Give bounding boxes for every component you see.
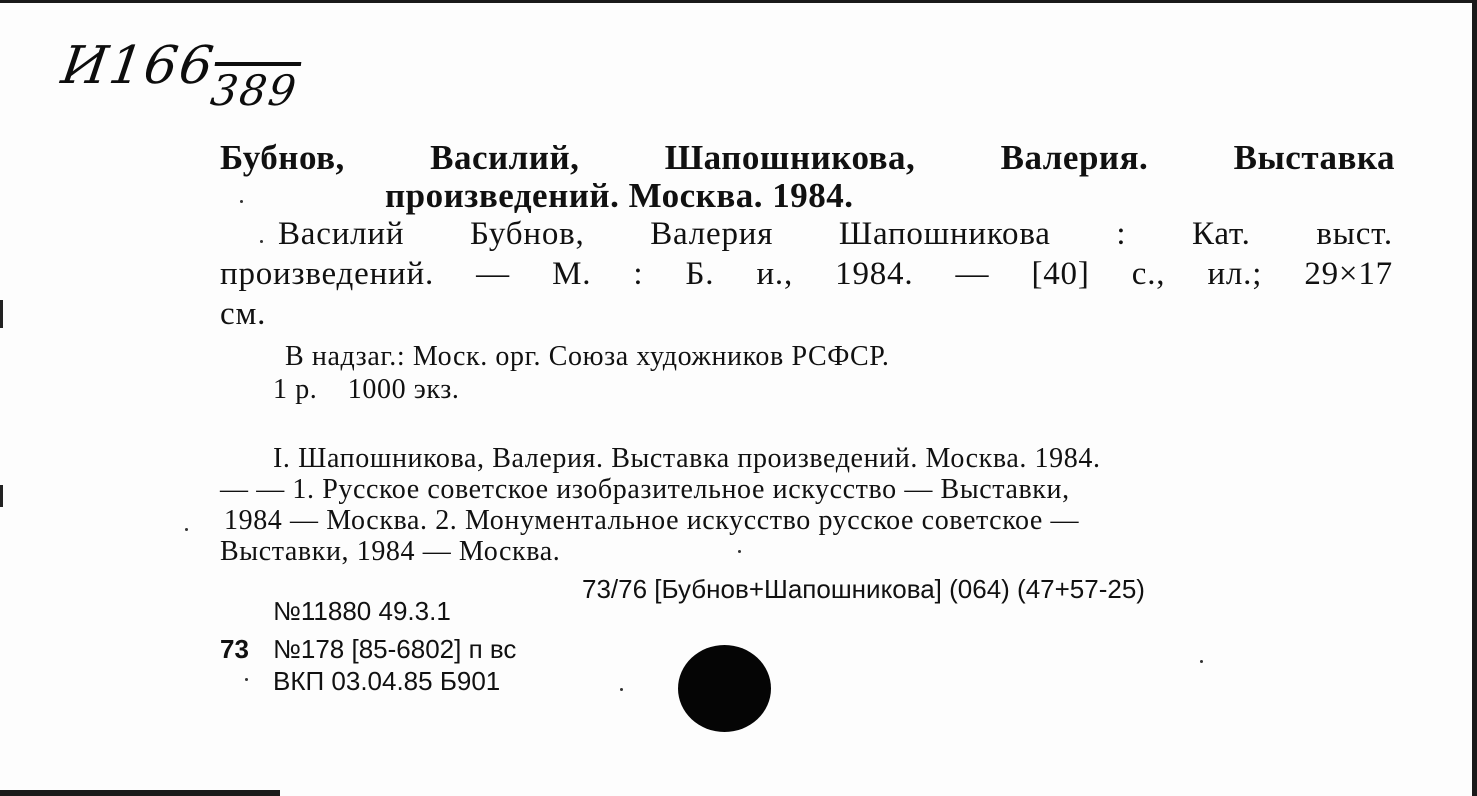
handwritten-call-number bbox=[57, 36, 305, 115]
tracing-line-4: Выставки, 1984 — Москва. bbox=[220, 536, 561, 567]
heading-word: Василий, bbox=[430, 138, 580, 177]
title-word: ил.; bbox=[1207, 256, 1263, 292]
heading-line-1 bbox=[220, 138, 1395, 178]
title-word: — bbox=[955, 256, 990, 292]
title-word: [40] bbox=[1031, 256, 1090, 292]
speck bbox=[260, 240, 263, 243]
card-right-edge bbox=[1472, 0, 1477, 796]
title-line-1 bbox=[278, 216, 1393, 253]
title-word: Валерия bbox=[650, 216, 774, 252]
heading-word: Бубнов, bbox=[220, 138, 345, 177]
title-word: М. bbox=[552, 256, 592, 292]
tracing-line-1: I. Шапошникова, Валерия. Выставка произведений. Москва. 1984. bbox=[273, 443, 1101, 474]
speck bbox=[240, 200, 243, 203]
record-line-3: ВКП 03.04.85 Б901 bbox=[273, 666, 501, 696]
title-word: — bbox=[476, 256, 510, 292]
title-word: и., bbox=[756, 256, 794, 292]
title-word: : bbox=[633, 256, 644, 292]
title-line-3: см. bbox=[220, 296, 267, 332]
heading-line-2: произведений. Москва. 1984. bbox=[385, 176, 854, 215]
note-line: В надзаг.: Моск. орг. Союза художников РСФСР. bbox=[285, 341, 890, 372]
handwritten-sub-number: 389 bbox=[207, 66, 301, 115]
speck bbox=[620, 688, 623, 691]
card-top-edge bbox=[0, 0, 1477, 3]
title-word: Бубнов, bbox=[470, 216, 585, 252]
card-left-mark bbox=[0, 300, 3, 328]
record-prefix: 73 bbox=[220, 634, 249, 664]
title-word: 1984. bbox=[835, 256, 914, 292]
record-number: №11880 49.3.1 bbox=[273, 596, 451, 626]
speck bbox=[185, 528, 188, 531]
speck bbox=[738, 550, 741, 553]
card-punch-hole bbox=[678, 645, 771, 732]
title-word: выст. bbox=[1316, 216, 1393, 252]
title-word: Б. bbox=[685, 256, 715, 292]
speck bbox=[1200, 660, 1203, 663]
record-line-2: №178 [85-6802] п вс bbox=[273, 634, 517, 664]
title-word: 29×17 bbox=[1304, 256, 1393, 292]
price-line: 1 р. 1000 экз. bbox=[273, 374, 460, 405]
title-word: Василий bbox=[278, 216, 405, 252]
speck bbox=[245, 678, 248, 681]
title-word: произведений. bbox=[220, 256, 435, 292]
title-word: Кат. bbox=[1191, 216, 1251, 252]
tracing-line-3: 1984 — Москва. 2. Монументальное искусство русское советское — bbox=[224, 505, 1080, 536]
heading-word: Выставка bbox=[1233, 138, 1395, 177]
card-bottom-edge bbox=[0, 790, 280, 796]
title-word: : bbox=[1116, 216, 1127, 252]
title-word: с., bbox=[1131, 256, 1166, 292]
title-line-2 bbox=[220, 256, 1393, 293]
heading-word: Шапошникова, bbox=[664, 138, 916, 177]
tracing-line-2: — — 1. Русское советское изобразительное искусство — Выставки, bbox=[220, 474, 1070, 505]
card-left-mark bbox=[0, 485, 3, 507]
title-word: Шапошникова bbox=[838, 216, 1051, 252]
classification-line: 73/76 [Бубнов+Шапошникова] (064) (47+57-25) bbox=[582, 574, 1145, 604]
handwritten-number: И166 bbox=[57, 36, 219, 96]
heading-word: Валерия. bbox=[1000, 138, 1149, 177]
